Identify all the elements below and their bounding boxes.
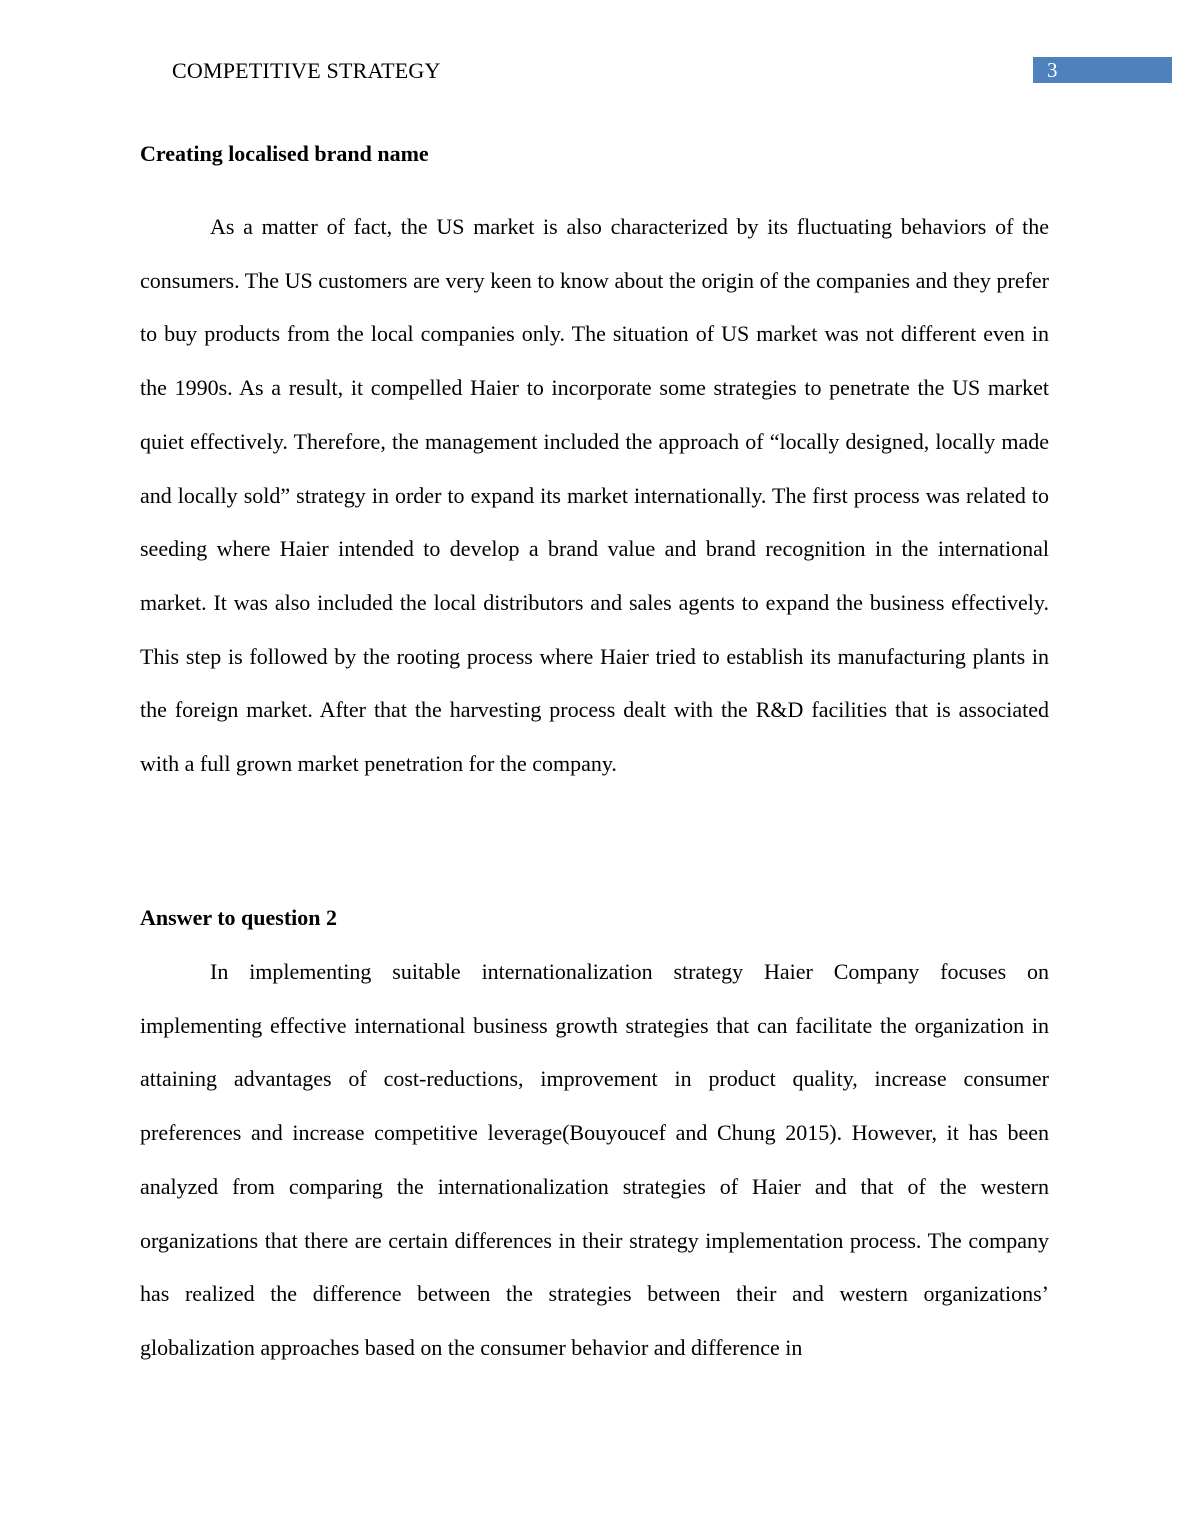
paragraph-brand-name: As a matter of fact, the US market is also characterized by its fluctuating behaviors of the consumers. The US customers are very keen to know about the origin of the companies and they prefer to buy products from the local companies only. The situation of US market was not different even in the 1990s. As a result, it compelled Haier to incorporate some strategies to penetrate the US market quiet effectively. Therefore, the management included the approach of “locally designed, locally made and locally sold” strategy in order to expand its market internationally. The first process was related to seeding where Haier intended to develop a brand value and brand recognition in the international market. It was also included the local distributors and sales agents to expand the business effectively. This step is followed by the rooting process where Haier tried to establish its manufacturing plants in the foreign market. After that the harvesting process dealt with the R&D facilities that is associated with a full grown market penetration for the company. [140, 214, 1049, 777]
page-number-box [1033, 57, 1172, 83]
section-heading-question-2: Answer to question 2 [140, 905, 338, 930]
running-head-title: COMPETITIVE STRATEGY [172, 58, 441, 83]
section-heading-brand-name: Creating localised brand name [140, 141, 429, 166]
page-number: 3 [1047, 58, 1058, 82]
paragraph-question-2: In implementing suitable internationalization strategy Haier Company focuses on implementing effective international business growth strategies that can facilitate the organization in attaining advantages of cost-reductions, improvement in product quality, increase consumer preferences and increase competitive leverage(Bouyoucef and Chung 2015). However, it has been analyzed from comparing the internationalization strategies of Haier and that of the western organizations that there are certain differences in their strategy implementation process. The company has realized the difference between the strategies between their and western organizations’ globalization approaches based on the consumer behavior and difference in [140, 959, 1049, 1360]
